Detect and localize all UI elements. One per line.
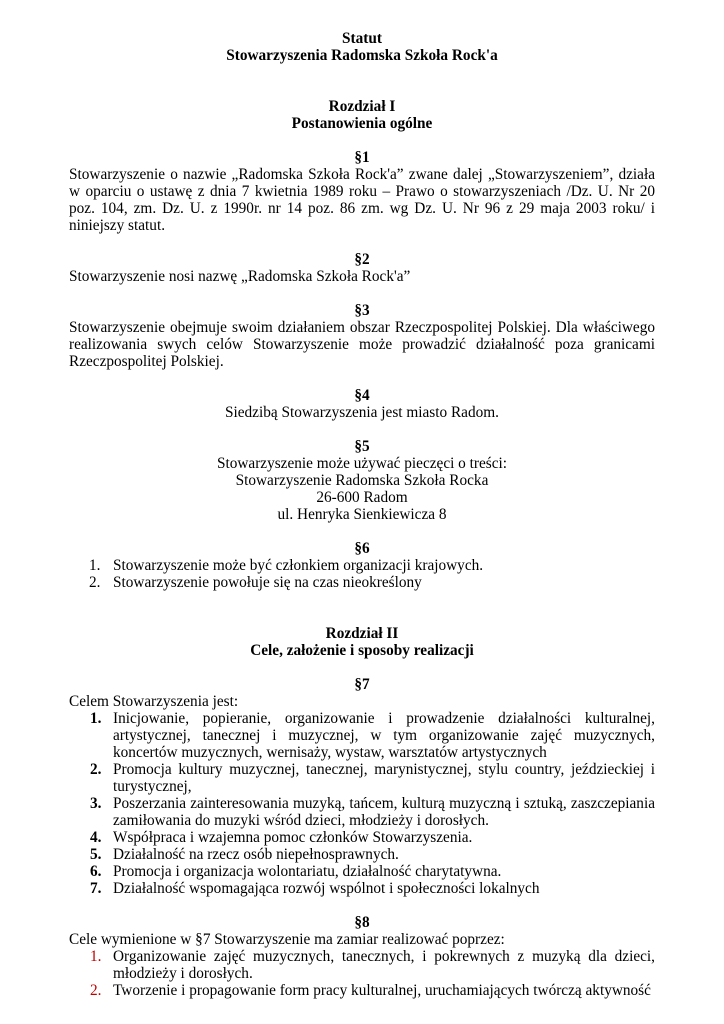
section-7-list — [69, 710, 655, 897]
section-4-text: Siedzibą Stowarzyszenia jest miasto Radom. — [224, 404, 499, 421]
list-item-number: 4. — [90, 829, 102, 846]
list-item-number: 1. — [90, 710, 102, 727]
section-2-mark: §2 — [354, 251, 370, 268]
list-item — [69, 761, 655, 795]
section-5-line-1: Stowarzyszenie może używać pieczęci o treści: — [216, 455, 508, 472]
list-item-number: 2. — [90, 982, 102, 999]
section-8-mark: §8 — [354, 914, 370, 931]
section-3-text: Stowarzyszenie obejmuje swoim działaniem obszar Rzeczpospolitej Polskiej. Dla właściwego realizowania swych celów Stowarzyszenie może prowadzić działalność poza granicami Rzeczpospolitej Polskiej. — [69, 319, 655, 370]
list-item — [69, 948, 655, 982]
list-item-text: Promocja kultury muzycznej, tanecznej, marynistycznej, stylu country, jeździeckiej i turystycznej, — [113, 761, 655, 795]
list-item-text: Promocja i organizacja wolontariatu, działalność charytatywna. — [113, 863, 502, 880]
list-item — [69, 795, 655, 829]
list-item-text: Współpraca i wzajemna pomoc członków Stowarzyszenia. — [113, 829, 473, 846]
list-item — [69, 880, 655, 897]
list-item — [69, 710, 655, 761]
chapter-1-heading: Rozdział I — [328, 98, 396, 115]
list-item-number: 7. — [90, 880, 102, 897]
document-subtitle: Stowarzyszenia Radomska Szkoła Rock'a — [226, 47, 498, 64]
section-2-text: Stowarzyszenie nosi nazwę „Radomska Szkoła Rock'a” — [69, 268, 411, 285]
section-7-mark: §7 — [354, 676, 370, 693]
list-item-text: Działalność wspomagająca rozwój wspólnot i społeczności lokalnych — [113, 880, 540, 897]
list-item-number: 1. — [89, 557, 101, 574]
list-item-number: 1. — [90, 948, 102, 965]
list-item — [69, 863, 655, 880]
list-item — [69, 557, 655, 574]
chapter-2-subheading: Cele, założenie i sposoby realizacji — [250, 642, 474, 659]
document-title: Statut — [342, 30, 382, 47]
list-item — [69, 846, 655, 863]
section-8-intro: Cele wymienione w §7 Stowarzyszenie ma zamiar realizować poprzez: — [69, 931, 505, 948]
section-6-list — [69, 557, 655, 591]
list-item-text: Poszerzania zainteresowania muzyką, tańcem, kulturą muzyczną i sztuką, zaszczepiania zamiłowania do muzyki wśród dzieci, młodzieży i dorosłych. — [113, 795, 655, 829]
stamp-text-street: ul. Henryka Sienkiewicza 8 — [277, 506, 447, 523]
list-item-number: 2. — [90, 761, 102, 778]
list-item-text: Stowarzyszenie powołuje się na czas nieokreślony — [113, 574, 422, 591]
section-6-mark: §6 — [354, 540, 370, 557]
section-3-mark: §3 — [354, 302, 370, 319]
chapter-2-heading: Rozdział II — [325, 625, 399, 642]
list-item-text: Organizowanie zajęć muzycznych, tanecznych, i pokrewnych z muzyką dla dzieci, młodzieży i dorosłych. — [113, 948, 655, 982]
list-item — [69, 574, 655, 591]
section-7-intro: Celem Stowarzyszenia jest: — [69, 693, 239, 710]
list-item-number: 6. — [90, 863, 102, 880]
statute-document — [69, 30, 655, 999]
section-5-mark: §5 — [354, 438, 370, 455]
list-item-number: 5. — [90, 846, 102, 863]
chapter-1-subheading: Postanowienia ogólne — [291, 115, 433, 132]
list-item-text: Stowarzyszenie może być członkiem organizacji krajowych. — [113, 557, 484, 574]
list-item-number: 2. — [89, 574, 101, 591]
list-item — [69, 982, 655, 999]
list-item-number: 3. — [90, 795, 102, 812]
stamp-text-postcode: 26-600 Radom — [316, 489, 408, 506]
list-item — [69, 829, 655, 846]
list-item-text: Działalność na rzecz osób niepełnosprawnych. — [113, 846, 399, 863]
stamp-text-name: Stowarzyszenie Radomska Szkoła Rocka — [235, 472, 489, 489]
list-item-text: Inicjowanie, popieranie, organizowanie i prowadzenie działalności kulturalnej, artystycznej, tanecznej i muzycznej, w tym organizowanie zajęć muzycznych, koncertów muzycznych, wernisaży, wystaw, warsztatów artystycznych — [113, 710, 655, 761]
section-8-list — [69, 948, 655, 999]
section-1-text: Stowarzyszenie o nazwie „Radomska Szkoła Rock'a” zwane dalej „Stowarzyszeniem”, działa w oparciu o ustawę z dnia 7 kwietnia 1989 roku – Prawo o stowarzyszeniach /Dz. U. Nr 20 poz. 104, zm. Dz. U. z 1990r. nr 14 poz. 86 zm. wg Dz. U. Nr 96 z 29 maja 2003 roku/ i niniejszy statut. — [69, 166, 655, 234]
section-4-mark: §4 — [354, 387, 370, 404]
list-item-text: Tworzenie i propagowanie form pracy kulturalnej, uruchamiających twórczą aktywność — [113, 982, 651, 999]
section-1-mark: §1 — [354, 149, 370, 166]
